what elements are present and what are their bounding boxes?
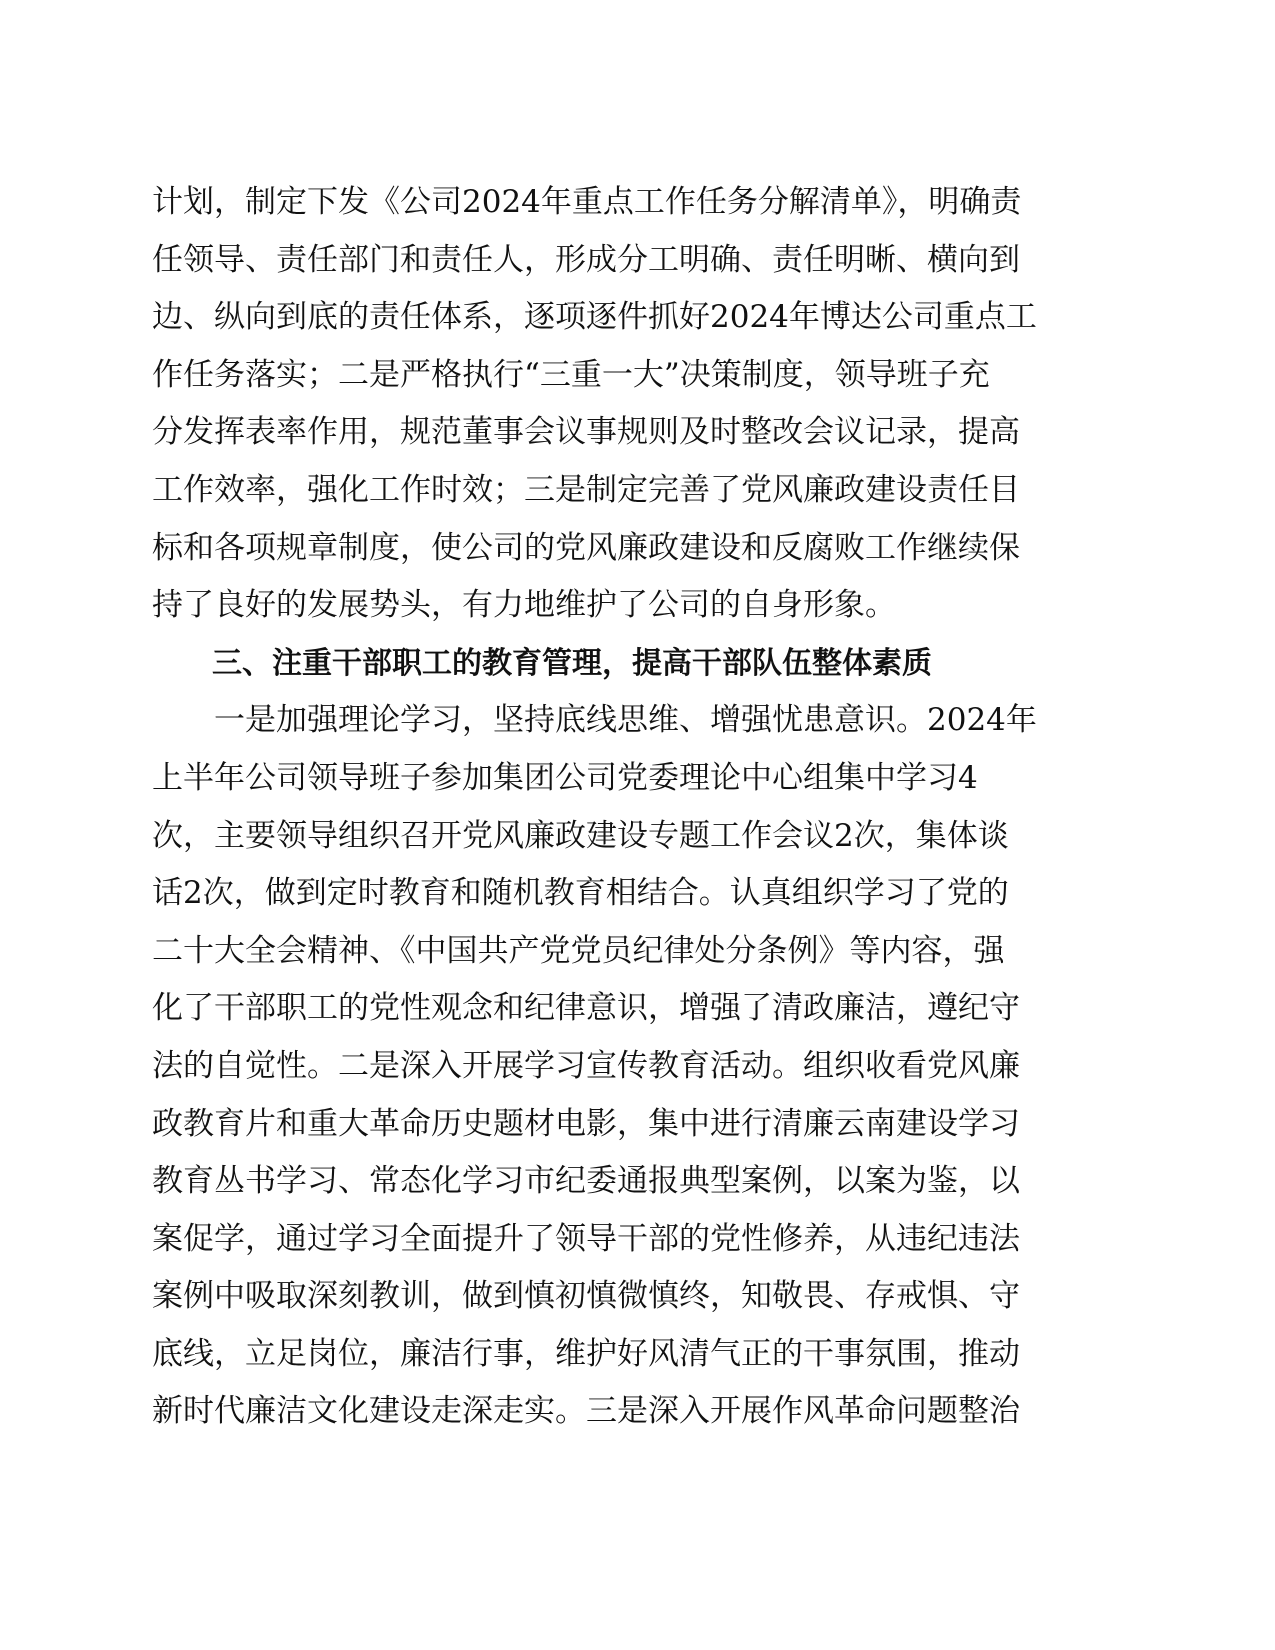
text-line: 作任务落实；二是严格执行“三重一大”决策制度，领导班子充 [152, 356, 990, 393]
text-line: 化了干部职工的党性观念和纪律意识，增强了清政廉洁，遵纪守 [152, 990, 1020, 1027]
text-line: 法的自觉性。二是深入开展学习宣传教育活动。组织收看党风廉 [152, 1047, 1020, 1084]
text-line: 工作效率，强化工作时效；三是制定完善了党风廉政建设责任目 [152, 471, 1020, 508]
text-line: 标和各项规章制度，使公司的党风廉政建设和反腐败工作继续保 [152, 529, 1020, 566]
text-line: 次，主要领导组织召开党风廉政建设专题工作会议2次，集体谈 [152, 817, 1009, 854]
text-line: 分发挥表率作用，规范董事会议事规则及时整改会议记录，提高 [152, 414, 1020, 451]
text-line: 一是加强理论学习，坚持底线思维、增强忧患意识。2024年 [152, 702, 1037, 739]
text-line: 政教育片和重大革命历史题材电影，集中进行清廉云南建设学习 [152, 1105, 1020, 1142]
text-line: 话2次，做到定时教育和随机教育相结合。认真组织学习了党的 [152, 875, 1009, 912]
text-line: 新时代廉洁文化建设走深走实。三是深入开展作风革命问题整治 [152, 1393, 1020, 1430]
text-line: 计划，制定下发《公司2024年重点工作任务分解清单》，明确责 [152, 184, 1022, 220]
document-body [152, 174, 1102, 1441]
text-line: 持了良好的发展势头，有力地维护了公司的自身形象。 [152, 587, 896, 624]
text-line: 二十大全会精神、《中国共产党党员纪律处分条例》等内容，强 [152, 932, 1005, 969]
text-line: 上半年公司领导班子参加集团公司党委理论中心组集中学习4 [152, 759, 978, 796]
text-line: 案例中吸取深刻教训，做到慎初慎微慎终，知敬畏、存戒惧、守 [152, 1278, 1020, 1315]
text-line: 任领导、责任部门和责任人，形成分工明确、责任明晰、横向到 [152, 241, 1020, 278]
section-heading: 三、注重干部职工的教育管理，提高干部队伍整体素质 [152, 645, 932, 681]
text-line: 底线，立足岗位，廉洁行事，维护好风清气正的干事氛围，推动 [152, 1335, 1020, 1372]
text-line: 边、纵向到底的责任体系，逐项逐件抓好2024年博达公司重点工 [152, 299, 1037, 336]
text-line: 教育丛书学习、常态化学习市纪委通报典型案例，以案为鉴，以 [152, 1163, 1020, 1200]
text-line: 案促学，通过学习全面提升了领导干部的党性修养，从违纪违法 [152, 1220, 1020, 1257]
